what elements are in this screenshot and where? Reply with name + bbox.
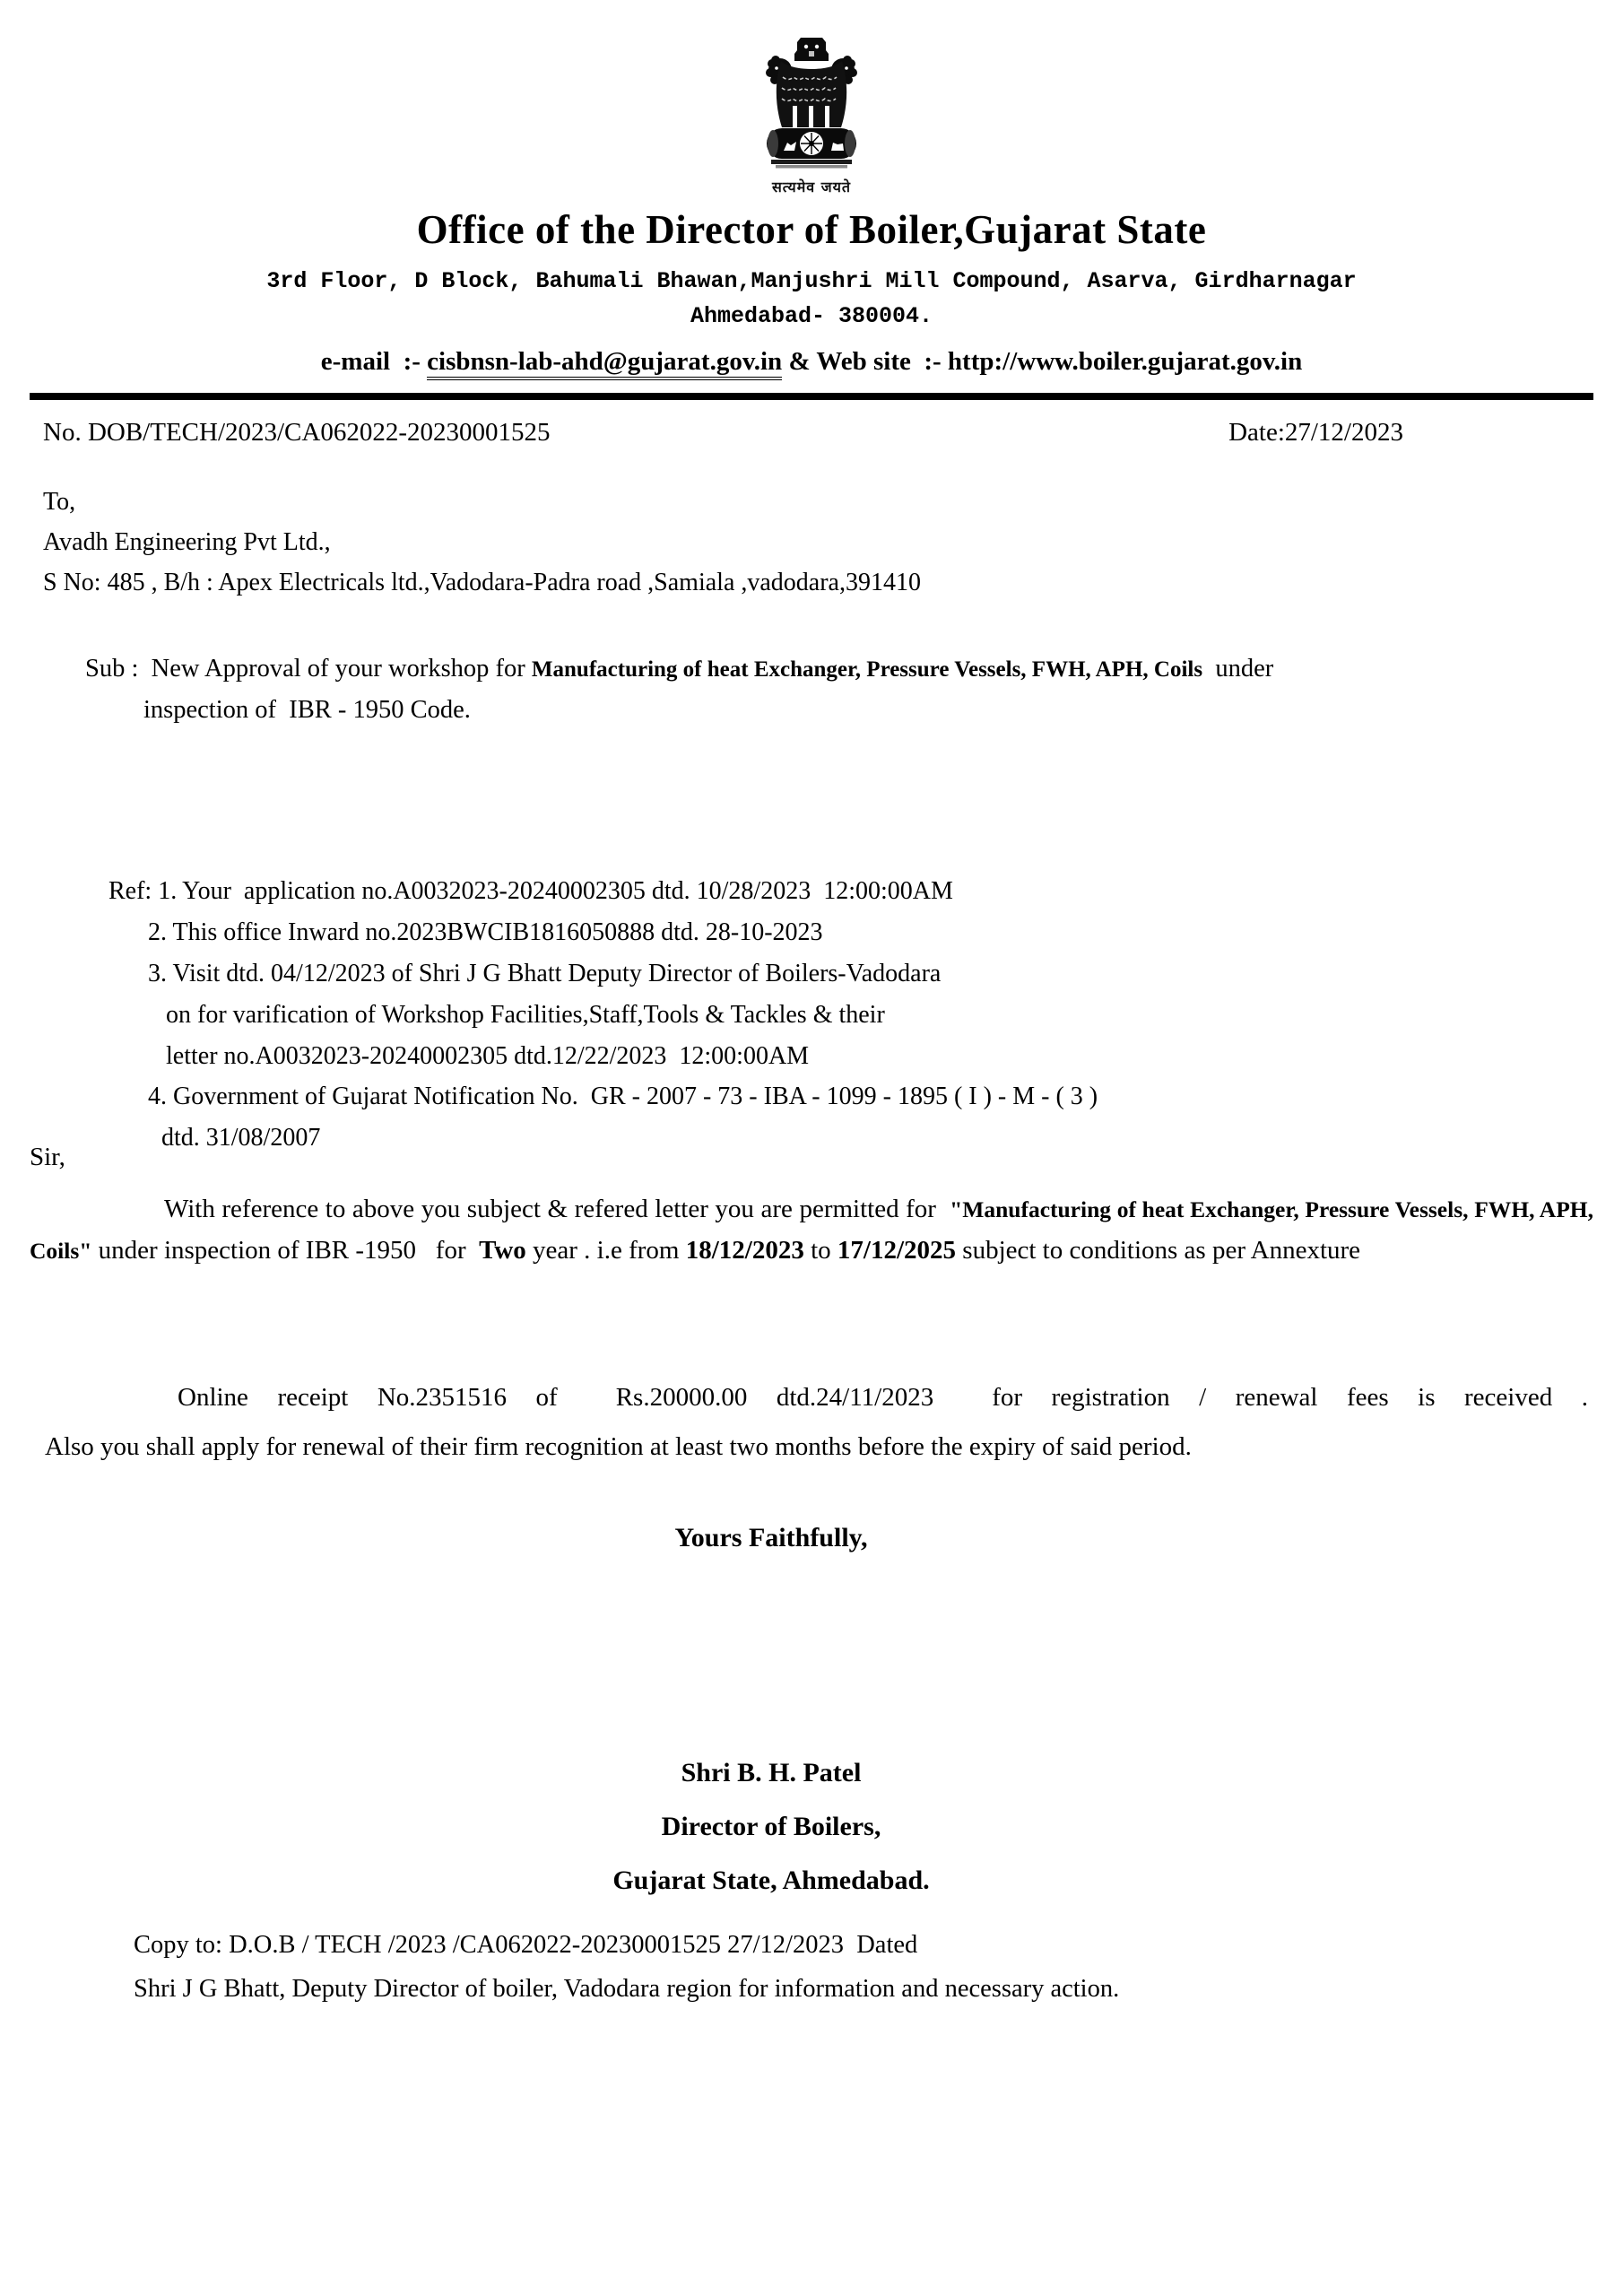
signatory-name: Shri B. H. Patel [681, 1757, 862, 1787]
contact-line [30, 347, 1593, 377]
header-divider [30, 393, 1593, 400]
references-block [30, 871, 1593, 1171]
office-title: Office of the Director of Boiler,Gujarat State [416, 207, 1207, 252]
email-label: e-mail :- [320, 346, 428, 376]
website-label: & Web site :- [782, 346, 948, 376]
meta-row [30, 418, 1593, 448]
recipient-block [30, 482, 1593, 604]
reference-line-1 [30, 871, 1593, 912]
copy-to-block [30, 1923, 1593, 2011]
signatory-organization: Gujarat State, Ahmedabad. [612, 1865, 930, 1895]
reference-line-3 [30, 953, 1593, 995]
receipt-line-1: Online receipt No.2351516 of Rs.20000.00 dtd.24/11/2023 for registration / renewal fees is received . [178, 1382, 1588, 1412]
reference-item-3a: on for varification of Workshop Facilities,Staff,Tools & Tackles & their [166, 1000, 885, 1029]
reference-line-4 [30, 1076, 1593, 1118]
email-link[interactable]: cisbnsn-lab-ahd@gujarat.gov.in [427, 347, 782, 380]
recipient-name: Avadh Engineering Pvt Ltd., [43, 527, 331, 556]
receipt-line-2: Also you shall apply for renewal of their firm recognition at least two months before the expiry of said period. [45, 1431, 1192, 1461]
para1-seg-3: year . i.e from [525, 1236, 686, 1265]
valediction: Yours Faithfully, [674, 1522, 868, 1552]
letterhead [30, 34, 1593, 377]
office-address-line1: 3rd Floor, D Block, Bahumali Bhawan,Manjushri Mill Compound, Asarva, Girdharnagar [266, 268, 1357, 294]
reference-line-3a [30, 995, 1593, 1036]
reference-item-4: 4. Government of Gujarat Notification No. GR - 2007 - 73 - IBA - 1099 - 1895 ( I ) - M - ( 3 ) [148, 1083, 1098, 1111]
reference-item-4a: dtd. 31/08/2007 [161, 1124, 321, 1152]
para1-seg-1: With reference to above you subject & refered letter you are permitted for [164, 1195, 950, 1224]
letter-salutation: Sir, [30, 1142, 65, 1171]
signature-block [30, 1758, 1593, 1896]
copy-to-line-2: Shri J G Bhatt, Deputy Director of boiler, Vadodara region for information and necessary action. [134, 1974, 1120, 2003]
letter-ref-number: No. DOB/TECH/2023/CA062022-20230001525 [43, 417, 551, 447]
para1-seg-4: to [803, 1236, 838, 1265]
recipient-salutation: To, [43, 487, 76, 516]
ashoka-emblem-icon [756, 34, 867, 170]
references-label: Ref: [108, 876, 152, 905]
reference-item-3: 3. Visit dtd. 04/12/2023 of Shri J G Bhatt Deputy Director of Boilers-Vadodara [148, 959, 942, 987]
reference-item-3b: letter no.A0032023-20240002305 dtd.12/22/2023 12:00:00AM [166, 1041, 810, 1070]
emblem-motto: सत्यमेव जयते [771, 178, 852, 196]
subject-text-2: under [1202, 654, 1274, 683]
copy-to-line-1: Copy to: D.O.B / TECH /2023 /CA062022-20230001525 27/12/2023 Dated [134, 1930, 918, 1959]
para1-seg-2: under inspection of IBR -1950 for [91, 1236, 480, 1265]
reference-line-3b [30, 1036, 1593, 1077]
recipient-address: S No: 485 , B/h : Apex Electricals ltd.,Vadodara-Padra road ,Samiala ,vadodara,391410 [43, 569, 921, 597]
website-url: http://www.boiler.gujarat.gov.in [947, 346, 1303, 376]
para1-seg-5: subject to conditions as per Annexture [956, 1236, 1361, 1265]
reference-line-2 [30, 912, 1593, 953]
signatory-title: Director of Boilers, [661, 1811, 881, 1841]
subject-bold-scope: Manufacturing of heat Exchanger, Pressure Vessels, FWH, APH, Coils [531, 657, 1203, 682]
receipt-paragraph [30, 1378, 1593, 1467]
reference-line-4a [30, 1118, 1593, 1171]
para1-bold-to-date: 17/12/2025 [837, 1236, 957, 1265]
letter-date: Date:27/12/2023 [1228, 417, 1403, 447]
office-address [30, 265, 1593, 335]
subject-text-3: inspection of IBR - 1950 Code. [143, 695, 471, 724]
subject-text-1: New Approval of your workshop for [138, 654, 532, 683]
office-address-line2: Ahmedabad- 380004. [690, 302, 933, 329]
reference-item-2: 2. This office Inward no.2023BWCIB1816050888 dtd. 28-10-2023 [148, 918, 823, 946]
para1-bold-scope: "Manufacturing of heat Exchanger, Pressure Vessels, FWH, APH, Coils" [30, 1196, 1593, 1265]
subject-block [85, 648, 1592, 731]
para1-bold-from-date: 18/12/2023 [685, 1236, 804, 1265]
para1-bold-duration: Two [479, 1236, 526, 1265]
permission-paragraph [30, 1189, 1593, 1272]
reference-item-1: 1. Your application no.A0032023-20240002305 dtd. 10/28/2023 12:00:00AM [158, 876, 953, 905]
subject-label: Sub : [85, 654, 139, 683]
